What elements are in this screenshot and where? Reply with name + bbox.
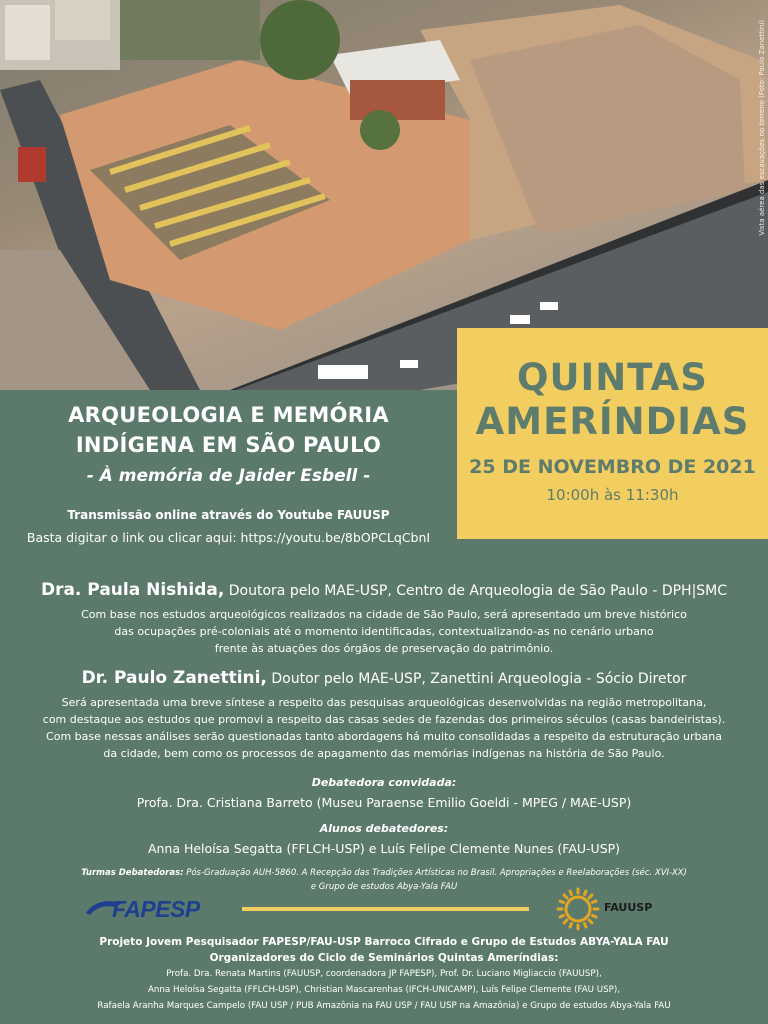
debater-label: Debatedora convidada: bbox=[311, 776, 457, 789]
abstract-line: Será apresentada uma breve síntese a respeito das pesquisas arqueológicas desenvolvidas na região metropolitana, bbox=[61, 696, 707, 709]
debater-name: Profa. Dra. Cristiana Barreto (Museu Paraense Emilio Goeldi - MPEG / MAE-USP) bbox=[136, 795, 632, 810]
event-date: 25 DE NOVEMBRO DE 2021 bbox=[469, 456, 756, 478]
logo-divider bbox=[242, 907, 529, 911]
abstract-line: das ocupações pré-coloniais até o momento identificadas, contextualizando-as no cenário urbano bbox=[114, 625, 654, 638]
abstract-line: com destaque aos estudos que promovi a respeito das casas sedes de fazendas dos primeiros séculos (casas bandeiristas). bbox=[42, 713, 726, 726]
series-title: QUINTAS AMERÍNDIAS bbox=[475, 356, 750, 443]
fapesp-logo bbox=[86, 893, 216, 927]
turmas-line1: Pós-Graduação AUH-5860. A Recepção das Tradições Artísticas no Brasil. Apropriações e Reelaborações (séc. XVI-XX) bbox=[186, 868, 687, 878]
talk-title-line1: ARQUEOLOGIA E MEMÓRIA bbox=[68, 403, 389, 427]
speaker-abstract bbox=[0, 606, 768, 657]
transmission-note: Transmissão online através do Youtube FAUUSP bbox=[67, 508, 390, 522]
fapesp-logo-text: FAPESP bbox=[112, 896, 200, 922]
speaker-name: Dr. Paulo Zanettini, bbox=[81, 668, 267, 688]
footer bbox=[0, 934, 768, 1014]
talk-subtitle: - À memória de Jaider Esbell - bbox=[86, 466, 371, 486]
fau-sun-icon bbox=[556, 887, 600, 931]
speaker-name: Dra. Paula Nishida, bbox=[40, 580, 225, 600]
talk-title-line2: INDÍGENA EM SÃO PAULO bbox=[75, 433, 382, 457]
fauusp-logo bbox=[556, 887, 666, 927]
turmas-label: Turmas Debatedoras: bbox=[81, 868, 184, 878]
speaker-affiliation: Doutora pelo MAE-USP, Centro de Arqueologia de São Paulo - DPH|SMC bbox=[228, 583, 728, 599]
students-label: Alunos debatedores: bbox=[319, 822, 449, 835]
fau-logo-text: FAUUSP bbox=[604, 901, 653, 914]
event-time: 10:00h às 11:30h bbox=[546, 486, 679, 504]
talk-header bbox=[0, 400, 457, 545]
project-line: Projeto Jovem Pesquisador FAPESP/FAU-USP Barroco Cifrado e Grupo de Estudos ABYA-YALA FAU bbox=[99, 936, 669, 948]
turmas-line2: e Grupo de estudos Abya-Yala FAU bbox=[310, 882, 458, 892]
speaker-block-1 bbox=[0, 580, 768, 657]
debate-block bbox=[0, 776, 768, 856]
speaker-block-2 bbox=[0, 668, 768, 762]
organizers-line: Profa. Dra. Renata Martins (FAUUSP, coordenadora JP FAPESP), Prof. Dr. Luciano Migliaccio (FAUUSP), bbox=[166, 969, 602, 979]
speaker-abstract bbox=[0, 694, 768, 762]
abstract-line: frente às atuações dos órgãos de preservação do patrimônio. bbox=[214, 642, 554, 655]
speaker-affiliation: Doutor pelo MAE-USP, Zanettini Arqueologia - Sócio Diretor bbox=[271, 671, 687, 687]
photo-credit: Vista aérea das escavações no terreno (Foto: Paulo Zanettini) bbox=[758, 20, 766, 236]
abstract-line: Com base nos estudos arqueológicos realizados na cidade de São Paulo, será apresentado um breve histórico bbox=[81, 608, 687, 621]
organizers-label: Organizadores do Ciclo de Seminários Quintas Ameríndias: bbox=[209, 952, 559, 964]
youtube-link[interactable]: Basta digitar o link ou clicar aqui: https://youtu.be/8bOPCLqCbnI bbox=[26, 530, 431, 545]
organizers-line: Anna Heloísa Segatta (FFLCH-USP), Christian Mascarenhas (IFCH-UNICAMP), Luís Felipe Clemente (FAU USP), bbox=[147, 985, 621, 995]
event-box bbox=[457, 328, 768, 539]
organizers-line: Rafaela Aranha Marques Campelo (FAU USP / PUB Amazônia na FAU USP / FAU USP na Amazônia) e Grupo de estudos Abya-Yala FAU bbox=[97, 1001, 671, 1011]
students-names: Anna Heloísa Segatta (FFLCH-USP) e Luís Felipe Clemente Nunes (FAU-USP) bbox=[147, 841, 621, 856]
abstract-line: da cidade, bem como os processos de apagamento das memórias indígenas na história de São Paulo. bbox=[103, 747, 665, 760]
abstract-line: Com base nessas análises serão questionadas tanto abordagens há muito consolidadas a respeito da estruturação urbana bbox=[46, 730, 722, 743]
